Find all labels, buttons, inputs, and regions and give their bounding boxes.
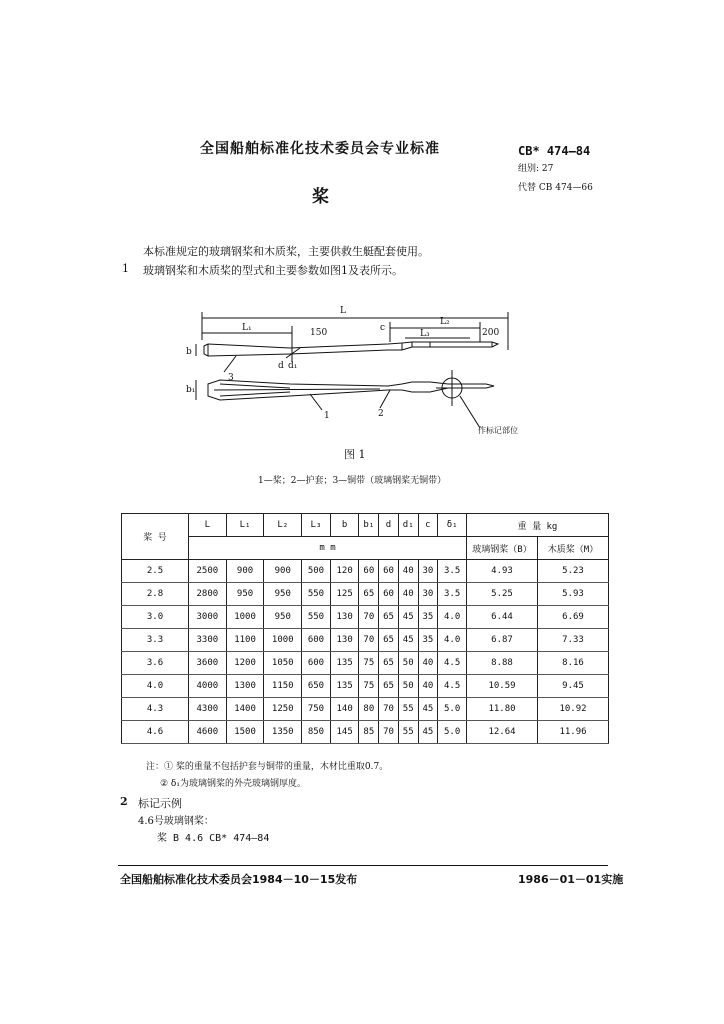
table-cell: 1050 — [264, 652, 302, 675]
table-cell: 65 — [379, 652, 399, 675]
table-cell: 8.16 — [538, 652, 609, 675]
label-L3: L₃ — [420, 329, 430, 339]
table-cell: 135 — [330, 675, 359, 698]
col-header: b₁ — [359, 514, 379, 537]
table-cell: 4.5 — [438, 675, 467, 698]
table-cell: 9.45 — [538, 675, 609, 698]
category-number: 组别: 27 — [518, 164, 554, 174]
table-cell: 3600 — [189, 652, 227, 675]
section-2-title: 标记示例 — [138, 797, 182, 810]
table-cell: 50 — [398, 652, 418, 675]
table-cell: 50 — [398, 675, 418, 698]
table-cell: 6.87 — [467, 629, 538, 652]
label-d: d — [278, 361, 284, 371]
table-cell: 10.92 — [538, 698, 609, 721]
table-cell: 4.93 — [467, 560, 538, 583]
col-header: δ₁ — [438, 514, 467, 537]
table-cell: 950 — [226, 583, 264, 606]
marking-example-line1: 4.6号玻璃钢桨： — [138, 816, 214, 827]
table-cell: 2500 — [189, 560, 227, 583]
table-cell: 900 — [226, 560, 264, 583]
table-cell: 80 — [359, 698, 379, 721]
table-cell: 130 — [330, 606, 359, 629]
table-cell: 4300 — [189, 698, 227, 721]
label-1: 1 — [324, 411, 330, 421]
table-cell: 135 — [330, 652, 359, 675]
table-cell: 11.96 — [538, 721, 609, 744]
table-cell: 1150 — [264, 675, 302, 698]
table-cell: 12.64 — [467, 721, 538, 744]
table-cell: 40 — [418, 652, 438, 675]
figure-legend: 1—桨；2—护套；3—铜带（玻璃钢桨无铜带） — [258, 476, 447, 486]
table-cell: 3.6 — [122, 652, 189, 675]
table-cell: 65 — [379, 675, 399, 698]
table-cell: 850 — [302, 721, 331, 744]
table-cell: 40 — [398, 560, 418, 583]
table-cell: 4.6 — [122, 721, 189, 744]
table-cell: 125 — [330, 583, 359, 606]
label-200: 200 — [482, 328, 500, 338]
table-cell: 4.5 — [438, 652, 467, 675]
table-cell: 60 — [359, 560, 379, 583]
table-cell: 1100 — [226, 629, 264, 652]
table-cell: 11.80 — [467, 698, 538, 721]
label-mark-location: 作标记部位 — [478, 426, 518, 435]
table-cell: 950 — [264, 606, 302, 629]
table-row — [122, 583, 609, 606]
col-header: L — [189, 514, 227, 537]
label-3: 3 — [228, 373, 234, 383]
oar-figure — [180, 300, 520, 435]
table-cell: 45 — [418, 721, 438, 744]
weight-header: 重 量 kg — [467, 514, 609, 537]
section-1-number: 1 — [122, 262, 129, 275]
col-header: d₁ — [398, 514, 418, 537]
table-row — [122, 721, 609, 744]
table-cell: 35 — [418, 629, 438, 652]
table-cell: 7.33 — [538, 629, 609, 652]
table-cell: 5.23 — [538, 560, 609, 583]
table-cell: 900 — [264, 560, 302, 583]
table-cell: 1000 — [264, 629, 302, 652]
table-cell: 650 — [302, 675, 331, 698]
table-cell: 600 — [302, 629, 331, 652]
table-cell: 75 — [359, 675, 379, 698]
table-cell: 3.5 — [438, 583, 467, 606]
table-cell: 5.0 — [438, 721, 467, 744]
label-c: c — [380, 323, 386, 333]
table-cell: 1200 — [226, 652, 264, 675]
col-header: L₁ — [226, 514, 264, 537]
note-1: 注：① 桨的重量不包括护套与铜带的重量，木材比重取0.7。 — [146, 762, 389, 772]
table-cell: 2.5 — [122, 560, 189, 583]
table-cell: 1300 — [226, 675, 264, 698]
table-cell: 1500 — [226, 721, 264, 744]
table-cell: 1250 — [264, 698, 302, 721]
table-cell: 145 — [330, 721, 359, 744]
table-cell: 8.88 — [467, 652, 538, 675]
table-cell: 1000 — [226, 606, 264, 629]
table-row — [122, 698, 609, 721]
table-cell: 500 — [302, 560, 331, 583]
table-cell: 4.0 — [122, 675, 189, 698]
table-cell: 6.44 — [467, 606, 538, 629]
table-cell: 4.3 — [122, 698, 189, 721]
table-row — [122, 629, 609, 652]
label-b1: b₁ — [186, 385, 196, 395]
table-cell: 70 — [359, 606, 379, 629]
col-header: c — [418, 514, 438, 537]
table-cell: 120 — [330, 560, 359, 583]
section-1-text: 玻璃钢桨和木质桨的型式和主要参数如图1及表所示。 — [143, 264, 403, 277]
weight-col-frp: 玻璃钢桨（B） — [467, 537, 538, 560]
table-cell: 85 — [359, 721, 379, 744]
table-cell: 4.0 — [438, 629, 467, 652]
table-cell: 140 — [330, 698, 359, 721]
label-d1: d₁ — [288, 361, 298, 371]
table-cell: 75 — [359, 652, 379, 675]
table-cell: 3.3 — [122, 629, 189, 652]
section-2-number: 2 — [120, 795, 128, 808]
implementation-date: 1986－01－01实施 — [518, 873, 624, 886]
table-cell: 750 — [302, 698, 331, 721]
page-title: 桨 — [312, 187, 329, 207]
table-cell: 40 — [418, 675, 438, 698]
table-cell: 60 — [379, 560, 399, 583]
table-cell: 3000 — [189, 606, 227, 629]
table-cell: 3.5 — [438, 560, 467, 583]
label-b: b — [186, 347, 192, 357]
table-header-oar-no: 桨 号 — [122, 514, 189, 560]
table-cell: 2800 — [189, 583, 227, 606]
table-cell: 550 — [302, 583, 331, 606]
figure-caption: 图 1 — [344, 448, 366, 461]
table-cell: 5.93 — [538, 583, 609, 606]
table-cell: 6.69 — [538, 606, 609, 629]
label-150: 150 — [310, 328, 328, 338]
note-2: ② δ₁为玻璃钢桨的外壳玻璃钢厚度。 — [160, 779, 306, 789]
table-cell: 4000 — [189, 675, 227, 698]
unit-header: m m — [189, 537, 467, 560]
col-header: L₂ — [264, 514, 302, 537]
table-cell: 1400 — [226, 698, 264, 721]
table-cell: 45 — [398, 629, 418, 652]
col-header: d — [379, 514, 399, 537]
label-L2: L₂ — [440, 317, 450, 327]
table-cell: 55 — [398, 698, 418, 721]
col-header: b — [330, 514, 359, 537]
oar-parameter-table — [121, 513, 609, 744]
intro-paragraph: 本标准规定的玻璃钢桨和木质桨，主要供救生艇配套使用。 — [143, 245, 429, 258]
table-cell: 600 — [302, 652, 331, 675]
table-cell: 1350 — [264, 721, 302, 744]
table-row — [122, 560, 609, 583]
table-cell: 45 — [418, 698, 438, 721]
table-cell: 65 — [359, 583, 379, 606]
table-cell: 70 — [379, 698, 399, 721]
table-cell: 10.59 — [467, 675, 538, 698]
table-cell: 3.0 — [122, 606, 189, 629]
table-cell: 70 — [379, 721, 399, 744]
issue-date: 全国船舶标准化技术委员会1984－10－15发布 — [120, 873, 358, 886]
table-row — [122, 606, 609, 629]
table-cell: 30 — [418, 560, 438, 583]
table-cell: 30 — [418, 583, 438, 606]
label-L1: L₁ — [242, 323, 252, 333]
col-header: L₃ — [302, 514, 331, 537]
table-cell: 4600 — [189, 721, 227, 744]
table-cell: 2.8 — [122, 583, 189, 606]
table-cell: 65 — [379, 629, 399, 652]
table-cell: 40 — [398, 583, 418, 606]
table-cell: 35 — [418, 606, 438, 629]
table-cell: 550 — [302, 606, 331, 629]
oar-side-view — [204, 342, 498, 356]
committee-title: 全国船舶标准化技术委员会专业标准 — [200, 141, 440, 157]
table-cell: 130 — [330, 629, 359, 652]
table-cell: 950 — [264, 583, 302, 606]
footer-divider — [118, 865, 608, 866]
marking-example-line2: 桨 B 4.6 CB* 474—84 — [157, 833, 270, 844]
table-cell: 55 — [398, 721, 418, 744]
replaces-standard: 代替 CB 474—66 — [518, 183, 593, 193]
table-row — [122, 675, 609, 698]
table-cell: 70 — [359, 629, 379, 652]
table-cell: 60 — [379, 583, 399, 606]
standard-number: CB* 474—84 — [518, 144, 591, 158]
table-cell: 65 — [379, 606, 399, 629]
table-cell: 45 — [398, 606, 418, 629]
weight-col-wood: 木质桨（M） — [538, 537, 609, 560]
table-cell: 3300 — [189, 629, 227, 652]
table-cell: 5.0 — [438, 698, 467, 721]
table-row — [122, 652, 609, 675]
label-2: 2 — [378, 409, 384, 419]
table-cell: 5.25 — [467, 583, 538, 606]
table-cell: 4.0 — [438, 606, 467, 629]
label-L: L — [340, 306, 346, 316]
